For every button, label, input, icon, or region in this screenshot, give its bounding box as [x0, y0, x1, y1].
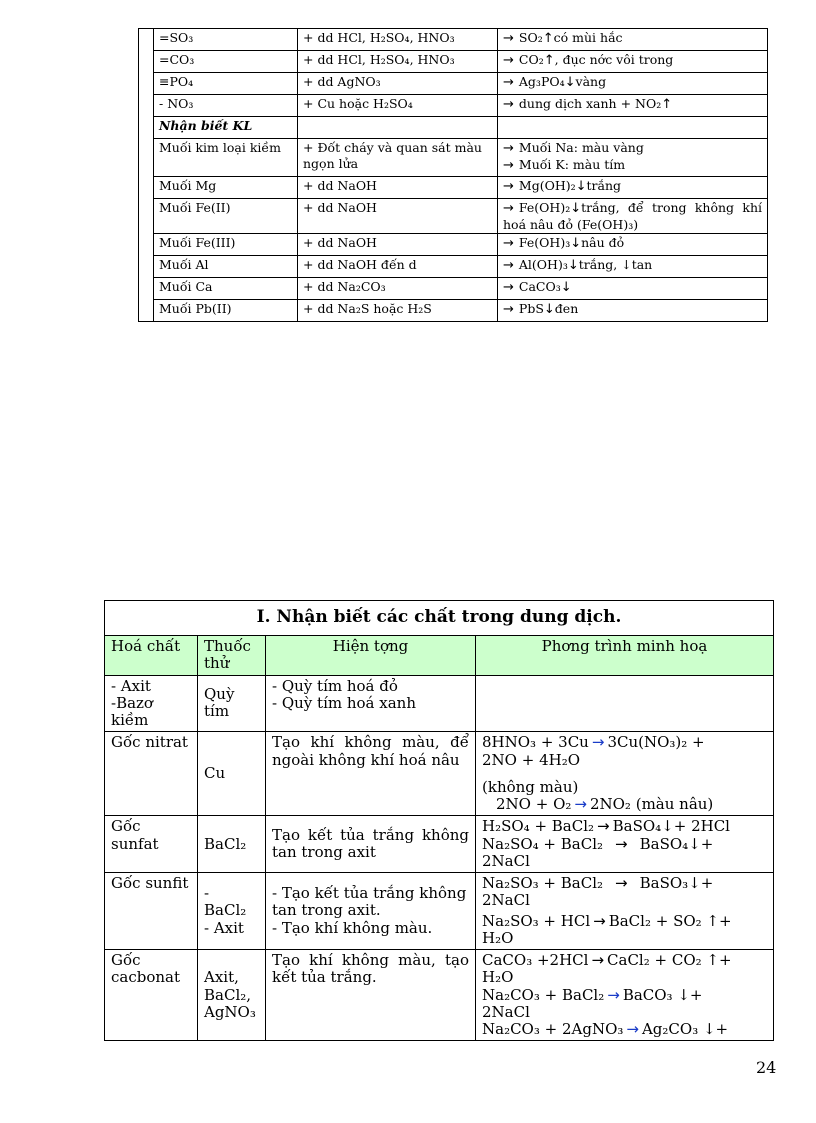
- result-cell: → SO₂↑có mùi hắc: [498, 29, 768, 51]
- table-row: [105, 675, 774, 732]
- precipitate-down-icon: ↓: [564, 75, 576, 90]
- result-cell: → CaCO₃↓: [498, 278, 768, 300]
- table-title: I. Nhận biết các chất trong dung dịch.: [105, 601, 774, 636]
- result-cell: → Fe(OH)₂↓trắng, để trong không khí hoá nâu đỏ (Fe(OH)₃): [498, 198, 768, 234]
- identification-table: [104, 600, 774, 1041]
- gas-up-icon: ↑: [543, 53, 555, 68]
- arrow-icon: →: [503, 97, 514, 112]
- reagent-cell: + dd HCl, H₂SO₄, HNO₃: [298, 51, 498, 73]
- equation-cell: CaCO₃ +2HCl → CaCl₂ + CO₂ ↑+ H₂O Na₂CO₃ + BaCl₂ → BaCO₃ ↓+ 2NaCl Na₂CO₃ + 2AgNO₃ → Ag₂CO₃ ↓+: [476, 950, 774, 1041]
- arrow-icon: →: [574, 795, 587, 813]
- arrow-icon: →: [503, 158, 514, 174]
- equation-cell: [476, 675, 774, 732]
- reagent-cell: Quỳ tím: [198, 675, 266, 732]
- arrow-icon: →: [503, 236, 514, 252]
- table-row: [139, 256, 768, 278]
- table-row: [139, 198, 768, 234]
- arrow-icon: →: [591, 733, 605, 752]
- reagent-cell: + Đốt cháy và quan sát màu ngọn lửa: [298, 139, 498, 177]
- table-row: [139, 139, 768, 177]
- arrow-icon: →: [503, 302, 514, 318]
- precipitate-down-icon: ↓: [543, 302, 555, 318]
- empty-cell: [298, 117, 498, 139]
- result-cell: → Mg(OH)₂↓trắng: [498, 176, 768, 198]
- reagent-cell: + dd HCl, H₂SO₄, HNO₃: [298, 29, 498, 51]
- arrow-icon: →: [503, 258, 514, 274]
- table-row: [105, 732, 774, 816]
- phenomenon-cell: - Quỳ tím hoá đỏ - Quỳ tím hoá xanh: [266, 675, 476, 732]
- reagent-cell: + dd NaOH: [298, 234, 498, 256]
- phenomenon-cell: Tạo khí không màu, để ngoài không khí hoá nâu: [266, 732, 476, 816]
- empty-cell: [498, 117, 768, 139]
- table-row: [139, 51, 768, 73]
- header-cell: Thuốc thử: [198, 636, 266, 676]
- ion-cell: Muối Al: [154, 256, 298, 278]
- table-row: [139, 117, 768, 139]
- table-row: [105, 950, 774, 1041]
- ion-cell: ≡PO₄: [154, 73, 298, 95]
- arrow-icon: →: [503, 141, 514, 156]
- arrow-icon: →: [503, 31, 514, 46]
- result-cell: → Ag₃PO₄↓vàng: [498, 73, 768, 95]
- precipitate-down-icon: ↓: [570, 236, 582, 252]
- equation-cell: Na₂SO₃ + BaCl₂ → BaSO₃↓+ 2NaCl Na₂SO₃ + HCl → BaCl₂ + SO₂ ↑+ H₂O: [476, 873, 774, 950]
- reagent-cell: BaCl₂: [198, 816, 266, 873]
- arrow-icon: →: [615, 834, 628, 853]
- section-heading: Nhận biết KL: [154, 117, 298, 139]
- reagent-cell: + dd Na₂CO₃: [298, 278, 498, 300]
- reagent-cell: + dd AgNO₃: [298, 73, 498, 95]
- table-row: [139, 300, 768, 322]
- ion-cell: Muối Ca: [154, 278, 298, 300]
- arrow-icon: →: [593, 911, 606, 930]
- equation-cell: H₂SO₄ + BaCl₂ → BaSO₄↓+ 2HCl Na₂SO₄ + BaCl₂ → BaSO₄↓+ 2NaCl: [476, 816, 774, 873]
- ion-cell: =CO₃: [154, 51, 298, 73]
- result-cell: → CO₂↑, đục nớc vôi trong: [498, 51, 768, 73]
- reagent-cell: + dd Na₂S hoặc H₂S: [298, 300, 498, 322]
- result-cell: → Al(OH)₃↓trắng, ↓tan: [498, 256, 768, 278]
- page-number: 24: [756, 1058, 777, 1077]
- table-header-row: [105, 636, 774, 676]
- table-row: [105, 816, 774, 873]
- arrow-icon: →: [597, 817, 610, 836]
- precipitate-down-icon: ↓: [575, 178, 587, 194]
- result-cell: → dung dịch xanh + NO₂↑: [498, 95, 768, 117]
- reagent-cell: + dd NaOH: [298, 176, 498, 198]
- arrow-icon: →: [503, 280, 514, 296]
- chemical-cell: Gốc nitrat: [105, 732, 198, 816]
- header-cell: Hiện tợng: [266, 636, 476, 676]
- gas-up-icon: ↑: [661, 97, 673, 112]
- result-cell: → Fe(OH)₃↓nâu đỏ: [498, 234, 768, 256]
- arrow-icon: →: [615, 874, 628, 892]
- reagent-cell: Cu: [198, 732, 266, 816]
- header-cell: Phơng trình minh hoạ: [476, 636, 774, 676]
- ion-cell: Muối Fe(III): [154, 234, 298, 256]
- ion-cell: Muối Pb(II): [154, 300, 298, 322]
- ion-cell: =SO₃: [154, 29, 298, 51]
- table-row: [139, 95, 768, 117]
- arrow-icon: →: [503, 53, 514, 68]
- phenomenon-cell: - Tạo kết tủa trắng không tan trong axit. - Tạo khí không màu.: [266, 873, 476, 950]
- table-row: [139, 73, 768, 95]
- arrow-icon: →: [503, 178, 514, 194]
- side-column: [139, 29, 154, 322]
- arrow-icon: →: [626, 1020, 639, 1038]
- chemical-cell: Gốc sunfit: [105, 873, 198, 950]
- precipitate-down-icon: ↓: [560, 280, 572, 296]
- header-cell: Hoá chất: [105, 636, 198, 676]
- table-row: [139, 234, 768, 256]
- ion-cell: Muối kim loại kiềm: [154, 139, 298, 177]
- chemical-cell: - Axit -Bazơ kiềm: [105, 675, 198, 732]
- precipitate-down-icon: ↓: [570, 200, 582, 216]
- precipitate-down-icon: ↓: [567, 258, 579, 274]
- phenomenon-cell: Tạo khí không màu, tạo kết tủa trắng.: [266, 950, 476, 1041]
- arrow-icon: →: [503, 75, 514, 90]
- result-cell: → PbS↓đen: [498, 300, 768, 322]
- chemical-cell: Gốc cacbonat: [105, 950, 198, 1041]
- ion-cell: Muối Fe(II): [154, 198, 298, 234]
- reagent-cell: Axit, BaCl₂, AgNO₃: [198, 950, 266, 1041]
- equation-cell: 8HNO₃ + 3Cu → 3Cu(NO₃)₂ + 2NO + 4H₂O (không màu) 2NO + O₂ → 2NO₂ (màu nâu): [476, 732, 774, 816]
- result-cell: → Muối Na: màu vàng → Muối K: màu tím: [498, 139, 768, 177]
- table-row: [105, 873, 774, 950]
- reagent-table-top: [138, 28, 768, 322]
- phenomenon-cell: Tạo kết tủa trắng không tan trong axit: [266, 816, 476, 873]
- arrow-icon: →: [591, 951, 605, 969]
- chemical-cell: Gốc sunfat: [105, 816, 198, 873]
- table-row: [139, 278, 768, 300]
- ion-cell: Muối Mg: [154, 176, 298, 198]
- table-row: [139, 29, 768, 51]
- arrow-icon: →: [607, 985, 620, 1004]
- table-row: [139, 176, 768, 198]
- gas-up-icon: ↑: [542, 31, 554, 46]
- reagent-cell: + Cu hoặc H₂SO₄: [298, 95, 498, 117]
- arrow-icon: →: [503, 200, 514, 216]
- table-title-row: [105, 601, 774, 636]
- reagent-cell: + dd NaOH: [298, 198, 498, 234]
- reagent-cell: - BaCl₂ - Axit: [198, 873, 266, 950]
- ion-cell: - NO₃: [154, 95, 298, 117]
- reagent-cell: + dd NaOH đến d: [298, 256, 498, 278]
